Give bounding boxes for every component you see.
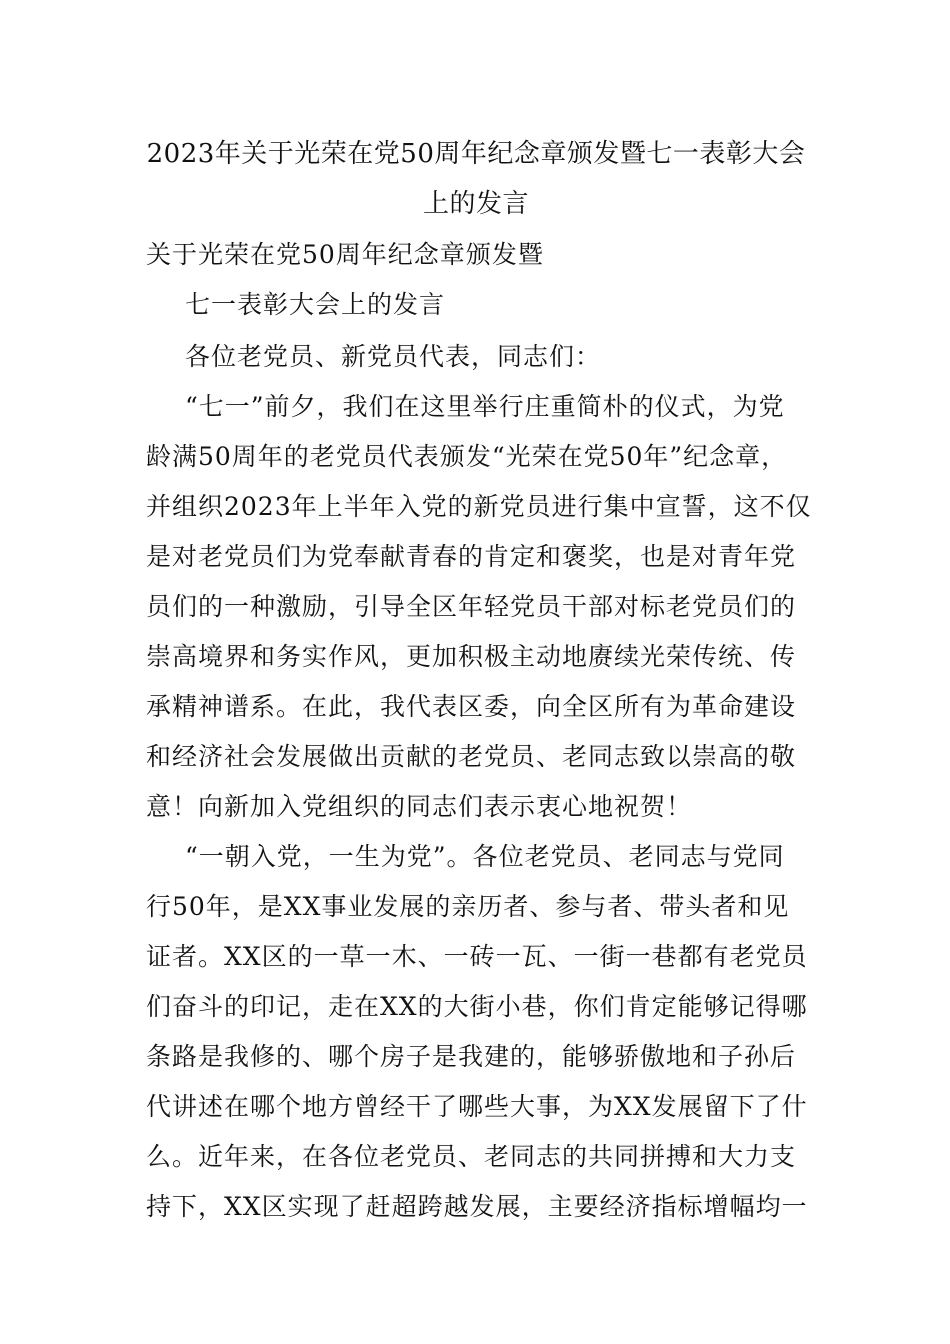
paragraph-2-line: 条路是我修的、哪个房子是我建的，能够骄傲地和子孙后: [146, 1042, 797, 1071]
paragraph-2-line: 么。近年来，在各位老党员、老同志的共同拼搏和大力支: [146, 1142, 797, 1171]
subtitle-line-2: 七一表彰大会上的发言: [185, 290, 446, 319]
document-title-line-1: 2023年关于光荣在党50周年纪念章颁发暨七一表彰大会: [146, 139, 806, 169]
paragraph-2-line: 们奋斗的印记，走在XX的大街小巷，你们肯定能够记得哪: [146, 992, 808, 1021]
paragraph-1-line: 龄满50周年的老党员代表颁发“光荣在党50年”纪念章，: [146, 442, 788, 471]
paragraph-1-line: 承精神谱系。在此，我代表区委，向全区所有为革命建设: [146, 692, 797, 721]
paragraph-2-line: 行50年，是XX事业发展的亲历者、参与者、带头者和见: [146, 892, 790, 921]
paragraph-2-line: “一朝入党，一生为党”。各位老党员、老同志与党同: [185, 842, 785, 871]
paragraph-2-line: 代讲述在哪个地方曾经干了哪些大事，为XX发展留下了什: [146, 1092, 808, 1121]
paragraph-1-line: “七一”前夕，我们在这里举行庄重简朴的仪式，为党: [185, 392, 785, 421]
paragraph-1-line: 员们的一种激励，引导全区年轻党员干部对标老党员们的: [146, 592, 797, 621]
subtitle-line-1: 关于光荣在党50周年纪念章颁发暨: [146, 240, 544, 269]
paragraph-1-line: 意！向新加入党组织的同志们表示衷心地祝贺！: [146, 792, 693, 821]
paragraph-2-line: 持下，XX区实现了赶超跨越发展，主要经济指标增幅均一: [146, 1192, 808, 1221]
salutation: 各位老党员、新党员代表，同志们：: [185, 342, 602, 371]
document-title-line-2: 上的发言: [422, 189, 529, 219]
paragraph-1-line: 崇高境界和务实作风，更加积极主动地赓续光荣传统、传: [146, 642, 797, 671]
paragraph-1-line: 是对老党员们为党奉献青春的肯定和褒奖，也是对青年党: [146, 542, 797, 571]
paragraph-1-line: 并组织2023年上半年入党的新党员进行集中宣誓，这不仅: [146, 492, 812, 521]
paragraph-1-line: 和经济社会发展做出贡献的老党员、老同志致以崇高的敬: [146, 742, 797, 771]
paragraph-2-line: 证者。XX区的一草一木、一砖一瓦、一街一巷都有老党员: [146, 942, 808, 971]
